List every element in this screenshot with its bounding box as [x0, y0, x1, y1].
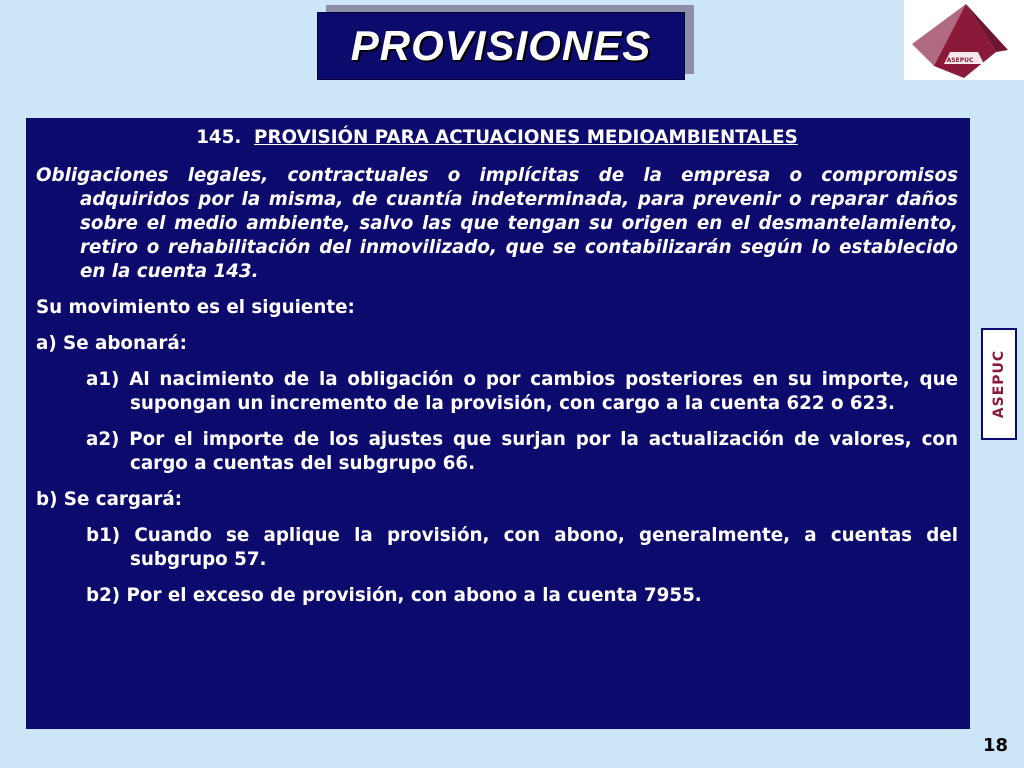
content-panel — [26, 118, 970, 729]
page-number: 18 — [982, 735, 1008, 756]
heading-title: PROVISIÓN PARA ACTUACIONES MEDIOAMBIENTALES — [254, 127, 798, 148]
side-tab-label: ASEPUC — [991, 349, 1008, 419]
title-banner — [317, 12, 685, 80]
definition-paragraph: Obligaciones legales, contractuales o implícitas de la empresa o compromisos adquiridos por la misma, de cuantía indeterminada, para prevenir o reparar daños sobre el medio ambiente, salvo las que tengan su origen en el desmantelamiento, retiro o rehabilitación del inmovilizado, que se contabilizarán según lo establecido en la cuenta 143. — [36, 165, 958, 282]
asepuc-logo-icon — [904, 0, 1024, 80]
logo-text: ASEPUC — [946, 57, 974, 64]
item-a1: a1) Al nacimiento de la obligación o por cambios posteriores en su importe, que supongan un incremento de la provisión, con cargo a la cuenta 622 o 623. — [86, 369, 958, 414]
movement-intro: Su movimiento es el siguiente: — [36, 297, 355, 318]
section-heading — [36, 126, 958, 150]
item-b1: b1) Cuando se aplique la provisión, con abono, generalmente, a cuentas del subgrupo 57. — [86, 525, 958, 570]
item-b2: b2) Por el exceso de provisión, con abono a la cuenta 7955. — [86, 585, 702, 606]
asepuc-logo — [904, 0, 1024, 80]
section-b-heading: b) Se cargará: — [36, 489, 183, 510]
asepuc-side-tab — [981, 328, 1017, 440]
item-a2: a2) Por el importe de los ajustes que surjan por la actualización de valores, con cargo a cuentas del subgrupo 66. — [86, 429, 958, 474]
page-title: PROVISIONES — [350, 22, 652, 69]
section-a-heading: a) Se abonará: — [36, 333, 187, 354]
heading-number: 145. — [196, 127, 242, 148]
